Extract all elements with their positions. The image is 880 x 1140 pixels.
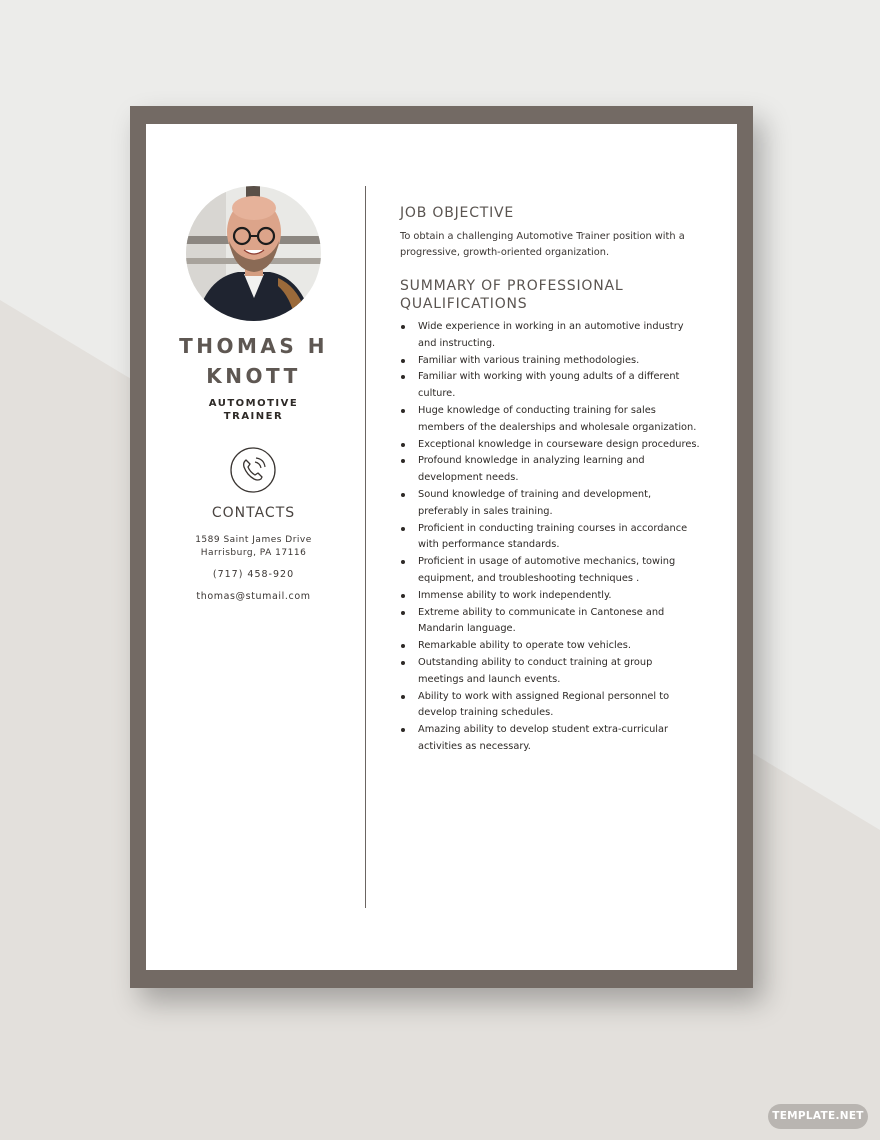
address-line-2: Harrisburg, PA 17116 <box>200 548 307 558</box>
title-line-2: TRAINER <box>223 411 284 422</box>
address-line-1: 1589 Saint James Drive <box>195 535 312 545</box>
bullet-icon <box>401 443 405 447</box>
bullet-icon <box>401 644 405 648</box>
bullet-icon <box>401 325 405 329</box>
list-item <box>400 487 700 521</box>
name-line-1: THOMAS H <box>179 334 328 358</box>
qualification-text: Immense ability to work independently. <box>418 589 612 601</box>
phone-icon <box>230 447 276 493</box>
bullet-icon <box>401 594 405 598</box>
list-item <box>400 588 700 605</box>
qualification-text: Ability to work with assigned Regional personnel to develop training schedules. <box>418 690 670 719</box>
title-line-1: AUTOMOTIVE <box>208 398 299 409</box>
objective-heading: JOB OBJECTIVE <box>400 205 515 221</box>
address <box>146 534 361 560</box>
qualification-text: Amazing ability to develop student extra-curricular activities as necessary. <box>418 724 669 752</box>
objective-text: To obtain a challenging Automotive Trainer position with a progressive, growth-oriented organization. <box>400 231 685 258</box>
bullet-icon <box>401 359 405 363</box>
list-item <box>400 521 700 555</box>
list-item <box>400 638 700 655</box>
list-item <box>400 369 700 403</box>
qualification-text: Exceptional knowledge in courseware design procedures. <box>418 438 700 450</box>
candidate-name <box>146 331 361 391</box>
qualification-text: Familiar with various training methodologies. <box>418 354 640 366</box>
list-item <box>400 554 700 588</box>
qualification-text: Extreme ability to communicate in Cantonese and Mandarin language. <box>418 606 665 635</box>
bullet-icon <box>401 728 405 732</box>
name-line-2: KNOTT <box>206 364 301 388</box>
resume-page <box>146 124 737 970</box>
bullet-icon <box>401 459 405 463</box>
resume-frame <box>130 106 753 988</box>
qualifications-list <box>400 319 700 756</box>
list-item <box>400 605 700 639</box>
template-net-badge[interactable]: TEMPLATE.NET <box>768 1104 868 1129</box>
list-item <box>400 403 700 437</box>
list-item <box>400 437 700 454</box>
list-item <box>400 655 700 689</box>
list-item <box>400 453 700 487</box>
bullet-icon <box>401 661 405 665</box>
email-address: thomas@stumail.com <box>196 591 311 602</box>
qualification-text: Huge knowledge of conducting training for sales members of the dealerships and wholesale organization. <box>418 404 697 433</box>
qualification-text: Profound knowledge in analyzing learning and development needs. <box>418 455 645 484</box>
summary-heading-line-2: QUALIFICATIONS <box>400 296 528 312</box>
bullet-icon <box>401 409 405 413</box>
profile-photo <box>186 186 321 321</box>
qualification-text: Familiar with working with young adults of a different culture. <box>418 371 680 400</box>
phone-number: (717) 458-920 <box>212 569 295 580</box>
list-item <box>400 689 700 723</box>
bullet-icon <box>401 611 405 615</box>
column-divider <box>365 186 366 908</box>
summary-heading <box>400 277 624 313</box>
qualification-text: Sound knowledge of training and development, preferably in sales training. <box>418 488 652 517</box>
bullet-icon <box>401 527 405 531</box>
bullet-icon <box>401 695 405 699</box>
qualification-text: Outstanding ability to conduct training at group meetings and launch events. <box>418 656 653 685</box>
job-title <box>146 397 361 423</box>
list-item <box>400 319 700 353</box>
contacts-heading: CONTACTS <box>211 505 296 521</box>
list-item <box>400 722 700 756</box>
bullet-icon <box>401 560 405 564</box>
bullet-icon <box>401 493 405 497</box>
summary-heading-line-1: SUMMARY OF PROFESSIONAL <box>400 278 624 294</box>
qualification-text: Proficient in usage of automotive mechanics, towing equipment, and troubleshooting techniques . <box>418 556 676 584</box>
list-item <box>400 353 700 370</box>
qualification-text: Wide experience in working in an automotive industry and instructing. <box>418 321 684 349</box>
qualification-text: Proficient in conducting training courses in accordance with performance standards. <box>418 522 688 551</box>
bullet-icon <box>401 375 405 379</box>
qualification-text: Remarkable ability to operate tow vehicles. <box>418 640 631 652</box>
